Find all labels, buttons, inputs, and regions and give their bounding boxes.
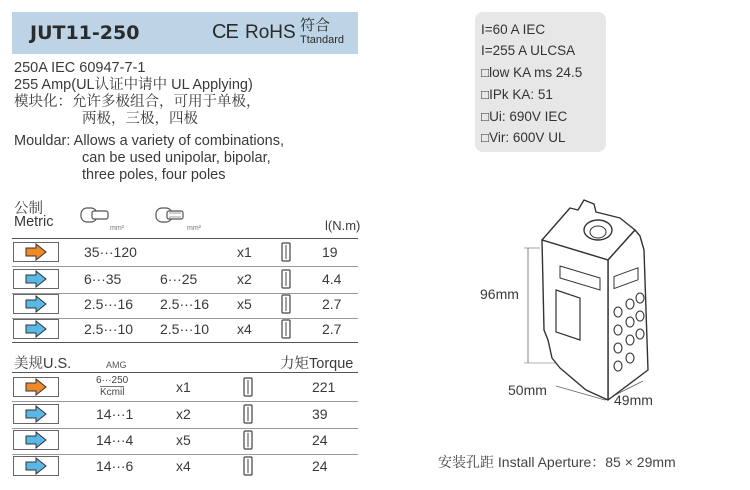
us-quantity: x5 [176,432,191,448]
desc-line-4: 两极，三极，四极 [82,111,198,127]
ce-mark: CE [212,21,238,43]
flexible-conductor-icon [155,205,185,225]
conductor-arrow-icon [13,456,59,476]
us-label: 美规U.S. [14,356,72,372]
specs-panel [475,12,606,152]
metric-torque: 2.7 [322,296,342,312]
conductor-arrow-icon [13,377,59,397]
us-torque: 24 [312,458,328,474]
conformity-label: 符合 [300,17,331,34]
metric-label-en: Metric [14,214,54,230]
metric-bottom-rule [12,342,358,343]
us-header-rule [12,372,358,373]
metric-torque: 4.4 [322,271,342,287]
us-size-unit: Kcmil [100,387,125,398]
metric-flex-range: 2.5···16 [160,296,210,312]
rigid-conductor-icon [80,205,110,225]
metric-quantity: x5 [237,296,252,312]
metric-rigid-range: 35···120 [84,244,137,260]
row-divider [12,266,358,267]
metric-rigid-range: 2.5···16 [84,296,134,312]
row-divider [12,318,358,319]
clamp-icon [281,294,291,319]
us-quantity: x2 [176,406,191,422]
height-dimension: 96mm [480,286,519,302]
depth-dimension: 50mm [508,382,547,398]
desc-line-7: three poles, four poles [82,167,226,183]
clamp-icon [281,242,291,267]
us-torque: 221 [312,379,336,395]
spec-line: I=60 A IEC [481,22,546,37]
awg-header: AMG [106,360,127,370]
us-size-range: 14···1 [96,406,134,422]
row-divider [12,428,358,429]
us-quantity: x4 [176,458,191,474]
desc-line-2: 255 Amp(UL认证中请中 UL Applying) [14,77,253,93]
metric-torque: 19 [322,244,338,260]
metric-torque-header: l(N.m) [325,218,361,233]
rohs-mark: RoHS [245,22,296,43]
us-size-range: 6···250 [96,375,129,386]
clamp-icon [243,430,253,455]
metric-quantity: x1 [237,244,252,260]
spec-line: □IPk KA: 51 [481,87,553,102]
metric-rigid-range: 6···35 [84,271,122,287]
spec-line: □low KA ms 24.5 [481,65,583,80]
side-slot [556,290,580,340]
conductor-arrow-icon [13,294,59,314]
row-divider [12,454,358,455]
metric-flex-range: 6···25 [160,271,198,287]
metric-flex-range: 2.5···10 [160,321,210,337]
metric-label-cn: 公制 [14,201,43,217]
row-divider [12,401,358,402]
desc-line-3: 模块化：允许多极组合，可用于单极， [14,94,261,110]
desc-line-6: can be used unipolar, bipolar, [82,150,271,166]
clamp-icon [281,319,291,344]
conductor-arrow-icon [13,404,59,424]
model-number: JUT11-250 [30,22,140,44]
spec-line: I=255 A ULCSA [481,43,576,58]
install-aperture: 安装孔距 Install Aperture：85 × 29mm [438,454,676,470]
metric-quantity: x2 [237,271,252,287]
spec-line: □Ui: 690V IEC [481,109,568,124]
conductor-arrow-icon [13,319,59,339]
desc-line-1: 250A IEC 60947-7-1 [14,60,146,76]
clamp-icon [243,377,253,402]
standard-label: Ttandard [300,34,345,46]
us-quantity: x1 [176,379,191,395]
metric-torque: 2.7 [322,321,342,337]
unit-rigid: mm² [110,225,124,232]
clamp-icon [243,456,253,481]
us-torque: 24 [312,432,328,448]
spec-line: □Vir: 600V UL [481,130,566,145]
row-divider [12,293,358,294]
clamp-icon [243,404,253,429]
product-header-bar [12,12,358,54]
conductor-arrow-icon [13,242,59,262]
width-dimension: 49mm [614,392,653,408]
metric-header-rule [12,238,358,239]
unit-flex: mm² [187,225,201,232]
us-torque-header: 力矩Torque [280,356,354,372]
us-torque: 39 [312,406,328,422]
desc-line-5: Mouldar: Allows a variety of combinations, [14,133,284,149]
conductor-arrow-icon [13,430,59,450]
metric-quantity: x4 [237,321,252,337]
conductor-arrow-icon [13,269,59,289]
us-size-range: 14···4 [96,432,134,448]
us-size-range: 14···6 [96,458,134,474]
metric-rigid-range: 2.5···10 [84,321,134,337]
clamp-icon [281,269,291,294]
